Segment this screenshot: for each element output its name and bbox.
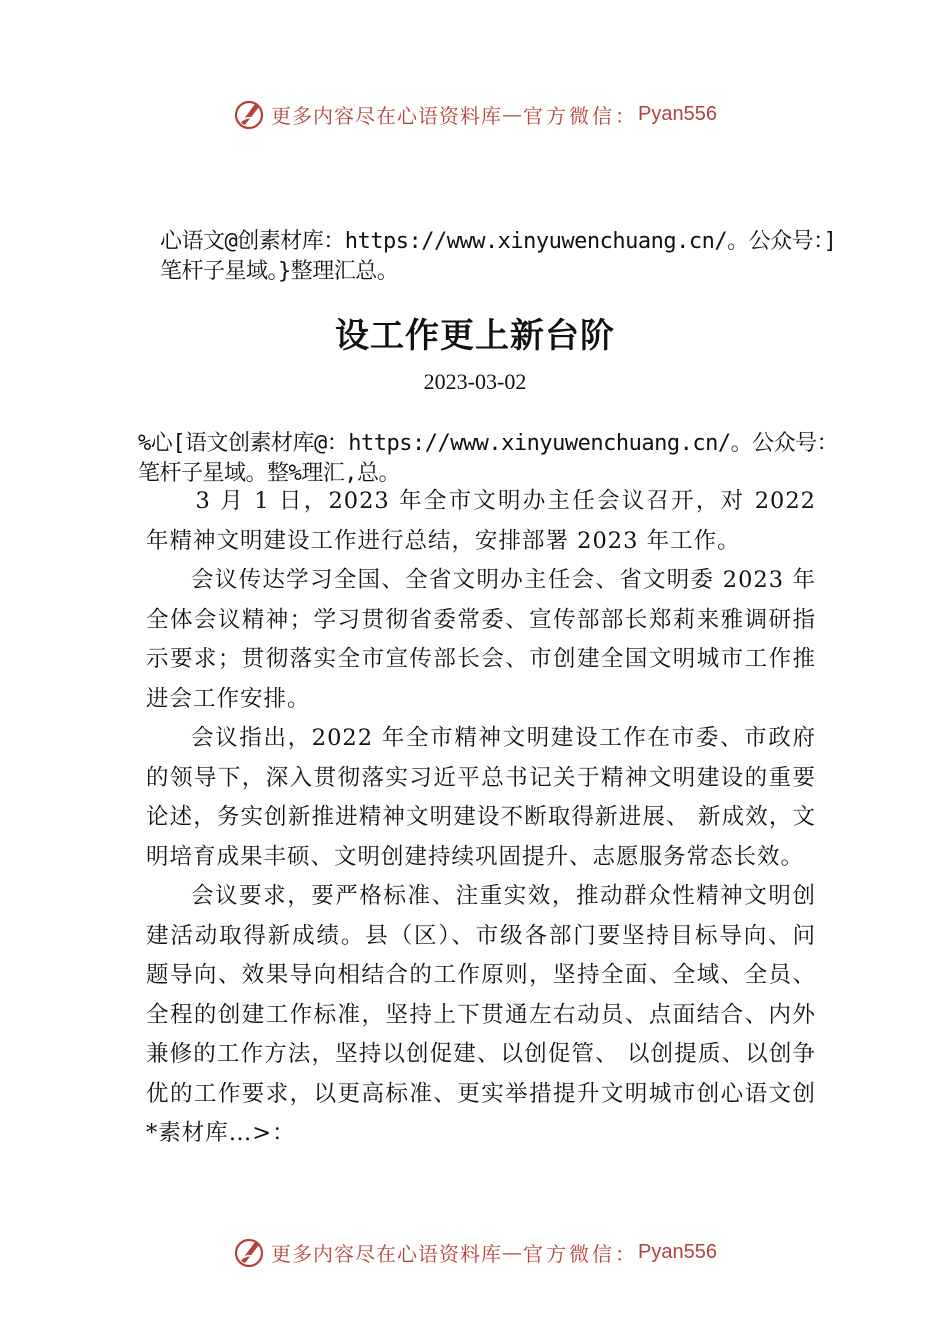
paragraph: 3 月 1 日，2023 年全市文明办主任会议召开，对 2022 年精神文明建设工作进行总结，安排部署 2023 年工作。 bbox=[146, 488, 816, 554]
publish-date: 2023-03-02 bbox=[423, 369, 527, 394]
banner-dash: — bbox=[502, 102, 524, 126]
watermark-text-1: 心语文@创素材库：https://www.xinyuwenchuang.cn/。公众号：]笔杆子星域。}整理汇总。 bbox=[160, 229, 837, 284]
page-title: 设工作更上新台阶 bbox=[335, 316, 615, 356]
paragraph: 会议指出，2022 年全市精神文明建设工作在市委、市政府的领导下，深入贯彻落实习近平总书记关于精神文明建设的重要论述，务实创新推进精神文明建设不断取得新进展、 新成效，文明培育成果丰硕、文明创建持续巩固提升、志愿服务常态长效。 bbox=[146, 725, 816, 870]
paragraph: 会议传达学习全国、全省文明办主任会、省文明委 2023 年全体会议精神；学习贯彻省委常委、宣传部部长郑莉来雅调研指示要求；贯彻落实全市宣传部长会、市创建全国文明城市工作推进会工作安排。 bbox=[146, 567, 816, 712]
article-body bbox=[146, 482, 816, 1154]
banner-wechat-id: Pyan556 bbox=[638, 1240, 717, 1263]
watermark-text-2: %心[语文创素材库@：https://www.xinyuwenchuang.cn/。公众号：笔杆子星域。整%理汇,总。 bbox=[138, 431, 839, 486]
banner-promo-text: 更多内容尽在心语资料库 bbox=[271, 1241, 503, 1266]
banner-dash: — bbox=[502, 1240, 524, 1264]
header-banner bbox=[0, 94, 950, 134]
banner-promo-text: 更多内容尽在心语资料库 bbox=[271, 103, 503, 128]
footer-banner bbox=[0, 1232, 950, 1272]
pen-seal-icon bbox=[233, 98, 265, 130]
pen-seal-icon bbox=[233, 1236, 265, 1268]
paragraph: 会议要求，要严格标准、注重实效，推动群众性精神文明创建活动取得新成绩。县（区）、市级各部门要坚持目标导向、问题导向、效果导向相结合的工作原则，坚持全面、全域、全员、全程的创建工作标准，坚持上下贯通左右动员、点面结合、内外兼修的工作方法，坚持以创促建、以创促管、 以创提质、以创争优的工作要求，以更高标准、更实举措提升文明城市创心语文创*素材库…>： bbox=[146, 883, 816, 1146]
banner-wechat-label: 官方微信： bbox=[523, 1241, 639, 1266]
banner-wechat-id: Pyan556 bbox=[638, 102, 717, 125]
banner-wechat-label: 官方微信： bbox=[523, 103, 639, 128]
